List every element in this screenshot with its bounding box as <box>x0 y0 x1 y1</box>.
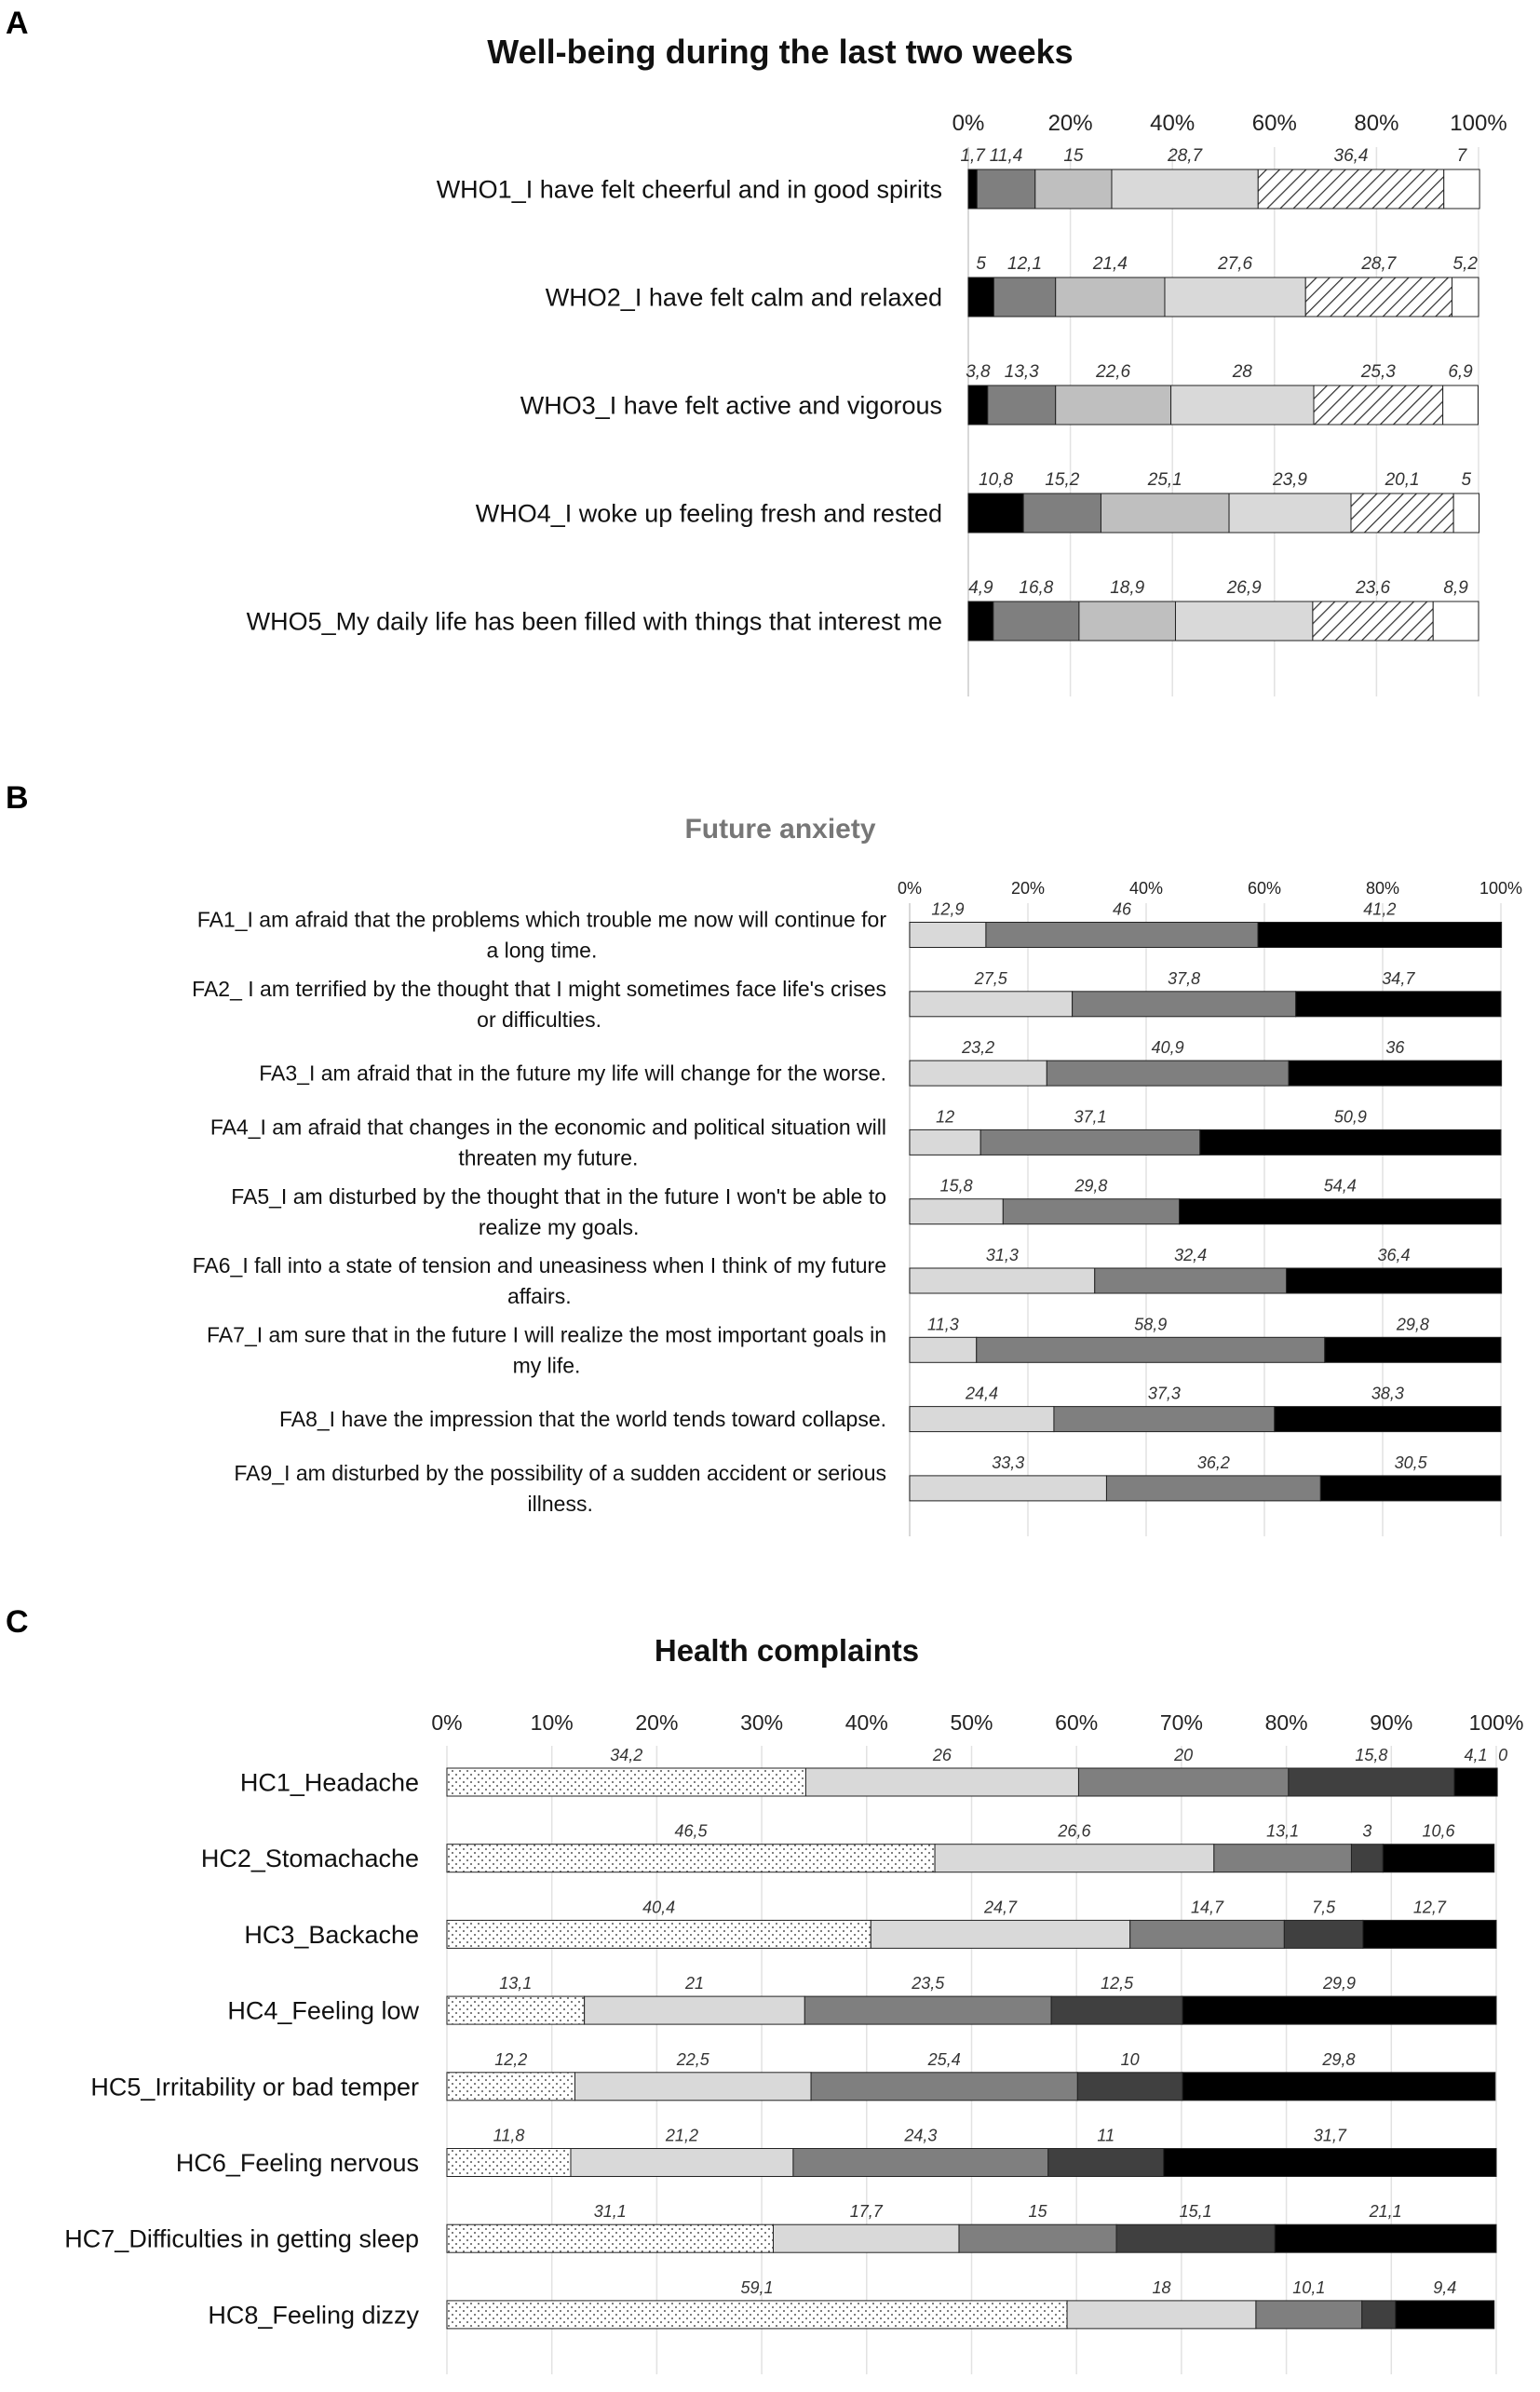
panel-c-data-label: 15,8 <box>1355 1746 1388 1764</box>
panel-c-bar-segment <box>1182 2073 1495 2101</box>
panel-b-data-label: 36 <box>1385 1038 1405 1058</box>
panel-b-data-label: 29,8 <box>1396 1315 1429 1334</box>
panel-a-data-label: 13,3 <box>1004 362 1039 382</box>
panel-a-bar-segment <box>1171 385 1314 425</box>
panel-c-data-label: 14,7 <box>1190 1898 1224 1917</box>
panel-a-bar-segment <box>1079 601 1176 641</box>
panel-b-data-label: 54,4 <box>1323 1176 1357 1196</box>
panel-c-data-label: 31,7 <box>1313 2126 1346 2145</box>
panel-b-category-label: realize my goals. <box>478 1214 640 1239</box>
panel-a-bar-segment <box>968 601 993 641</box>
panel-b-bar-segment <box>1275 1407 1501 1432</box>
panel-c-tick-label: 20% <box>635 1710 679 1735</box>
panel-b-category-label: or difficulties. <box>477 1007 601 1032</box>
panel-a-data-label: 18,9 <box>1110 578 1145 598</box>
panel-c-bar-segment <box>1396 2301 1494 2329</box>
panel-c-bar-segment <box>1275 2224 1496 2252</box>
panel-a-bar-segment <box>988 385 1056 425</box>
panel-a-bar-segment <box>1175 601 1312 641</box>
panel-c-bar-segment <box>1351 1845 1383 1872</box>
panel-c-category-label: HC8_Feeling dizzy <box>208 2301 419 2330</box>
panel-a-bar-segment <box>1351 493 1453 533</box>
panel-a-data-label: 7 <box>1456 146 1467 166</box>
panel-b-data-label: 36,4 <box>1377 1246 1411 1264</box>
panel-a-data-label: 11,4 <box>989 146 1023 166</box>
panel-b-data-label: 50,9 <box>1333 1107 1367 1127</box>
panel-c-data-label: 29,9 <box>1322 1974 1357 1993</box>
panel-a-bar-segment <box>968 493 1023 533</box>
panel-b-category-label: FA2_ I am terrified by the thought that I might sometimes face life's crises <box>192 976 886 1001</box>
panel-c-bar-segment <box>811 2073 1077 2101</box>
panel-a-data-label: 22,6 <box>1096 362 1131 382</box>
panel-a-bar-segment <box>1023 493 1101 533</box>
panel-c-bar-segment <box>1067 2301 1256 2329</box>
panel-b-bar-segment <box>1286 1268 1501 1293</box>
panel-c-data-label: 11 <box>1097 2126 1115 2145</box>
panel-b-data-label: 11,3 <box>927 1315 959 1334</box>
panel-b-chart-title: Future anxiety <box>684 814 876 845</box>
panel-c-bar-segment <box>805 1768 1078 1796</box>
panel-b-category-label: a long time. <box>486 938 598 963</box>
panel-b-category-label: FA5_I am disturbed by the thought that in the future I won't be able to <box>231 1183 886 1209</box>
panel-c-bar-segment <box>447 1920 871 1948</box>
panel-a-data-label: 15,2 <box>1045 470 1080 490</box>
panel-a-data-label: 4,9 <box>968 578 993 598</box>
panel-b-tick-label: 80% <box>1365 879 1400 898</box>
panel-b-bar-segment <box>910 923 986 948</box>
panel-a-data-label: 21,4 <box>1092 254 1128 274</box>
panel-c-data-label: 9,4 <box>1433 2277 1457 2297</box>
panel-b-bar-segment <box>1180 1199 1501 1224</box>
panel-c-tick-label: 60% <box>1055 1710 1099 1735</box>
panel-c-data-label: 21,2 <box>665 2126 698 2145</box>
panel-c-data-label: 22,5 <box>676 2049 709 2069</box>
panel-b-data-label: 37,1 <box>1074 1107 1107 1127</box>
panel-b-bar-segment <box>1003 1199 1179 1224</box>
panel-b-category-label: FA6_I fall into a state of tension and uneasiness when I think of my future <box>192 1253 886 1278</box>
panel-b-category-label: FA8_I have the impression that the world tends toward collapse. <box>278 1407 886 1432</box>
panel-a-bar-segment <box>968 385 988 425</box>
panel-c-data-label: 21,1 <box>1369 2202 1402 2222</box>
panel-c-data-label: 10 <box>1120 2049 1140 2069</box>
panel-b-bar-segment <box>980 1129 1200 1155</box>
panel-b-bar-segment <box>910 992 1073 1017</box>
panel-c-data-label: 31,1 <box>593 2202 627 2222</box>
panel-c-bar-segment <box>1363 1920 1496 1948</box>
panel-a-data-label: 15 <box>1063 146 1084 166</box>
panel-c-category-label: HC1_Headache <box>239 1768 419 1797</box>
panel-a-data-label: 27,6 <box>1218 254 1253 274</box>
panel-b-bar-segment <box>1073 992 1296 1017</box>
panel-b-data-label: 30,5 <box>1394 1453 1427 1472</box>
panel-b-data-label: 37,8 <box>1168 968 1201 988</box>
panel-c-data-label: 21 <box>684 1974 704 1993</box>
panel-a-data-label: 28,7 <box>1168 146 1203 166</box>
panel-b-data-label: 12 <box>936 1107 955 1127</box>
panel-c-data-label: 7,5 <box>1312 1898 1336 1917</box>
panel-c-data-label: 3 <box>1362 1821 1372 1841</box>
panel-c-bar-segment <box>1078 1768 1288 1796</box>
panel-c-bar-segment <box>1182 1996 1496 2024</box>
panel-a-bar-segment <box>968 277 993 317</box>
panel-c-bar-segment <box>1077 2073 1182 2101</box>
panel-b-data-label: 29,8 <box>1074 1176 1108 1196</box>
panel-b-bar-segment <box>1258 923 1502 948</box>
panel-b-category-label: my life. <box>512 1353 581 1378</box>
panel-b-category-label: FA4_I am afraid that changes in the economic and political situation will <box>209 1115 886 1140</box>
panel-c-tick-label: 40% <box>844 1710 888 1735</box>
panel-a-bar-segment <box>1443 385 1479 425</box>
panel-a-tick-label: 60% <box>1251 111 1297 136</box>
panel-c-bar-segment <box>1116 2224 1275 2252</box>
panel-a-tick-label: 40% <box>1150 111 1196 136</box>
panel-b-data-label: 58,9 <box>1134 1315 1168 1334</box>
panel-c-data-label: 13,1 <box>499 1974 533 1993</box>
panel-c-bar-segment <box>447 2073 574 2101</box>
panel-a-bar-segment <box>977 169 1034 209</box>
panel-b-bar-segment <box>1095 1268 1287 1293</box>
panel-b-category-label: illness. <box>527 1491 593 1516</box>
panel-a-data-label: 28,7 <box>1361 254 1397 274</box>
panel-a-bar-segment <box>1444 169 1479 209</box>
panel-c-data-label: 40,4 <box>642 1898 676 1917</box>
panel-c-data-label: 34,2 <box>610 1746 643 1764</box>
panel-letter-a: A <box>6 6 29 41</box>
panel-a-data-label: 28 <box>1232 362 1252 382</box>
panel-a-data-label: 5 <box>1461 470 1472 490</box>
panel-b-category-label: FA7_I am sure that in the future I will realize the most important goals in <box>207 1322 886 1347</box>
panel-c-bar-segment <box>1454 1768 1497 1796</box>
panel-a-bar-segment <box>1056 385 1171 425</box>
panel-c-bar-segment <box>447 2301 1067 2329</box>
panel-a-data-label: 25,1 <box>1147 470 1182 490</box>
panel-c-bar-segment <box>1284 1920 1363 1948</box>
panel-a-data-label: 5 <box>976 254 986 274</box>
panel-c-bar-segment <box>935 1845 1214 1872</box>
panel-b-bar-segment <box>1325 1337 1501 1362</box>
panel-c-bar-segment <box>871 1920 1129 1948</box>
panel-b-data-label: 12,9 <box>931 899 965 919</box>
panel-a-bar-segment <box>1453 493 1479 533</box>
panel-a-category-label: WHO2_I have felt calm and relaxed <box>545 283 942 312</box>
panel-b-bar-segment <box>1296 992 1501 1017</box>
panel-b-category-label: FA3_I am afraid that in the future my life will change for the worse. <box>259 1061 886 1086</box>
panel-a-bar-segment <box>1101 493 1229 533</box>
panel-a-bar-segment <box>968 169 977 209</box>
panel-c-data-label: 0 <box>1498 1746 1508 1764</box>
panel-a-data-label: 10,8 <box>979 470 1014 490</box>
panel-c-data-label: 10,1 <box>1292 2277 1326 2297</box>
panel-c-bar-segment <box>793 2149 1048 2177</box>
panel-a-bar-segment <box>1305 277 1452 317</box>
panel-a-tick-label: 80% <box>1354 111 1399 136</box>
panel-a-bar-segment <box>993 277 1055 317</box>
panel-c-bar-segment <box>959 2224 1116 2252</box>
panel-b-data-label: 32,4 <box>1174 1246 1208 1264</box>
panel-b-data-label: 46 <box>1112 899 1131 919</box>
panel-c-data-label: 24,3 <box>904 2126 938 2145</box>
panel-b-category-label: FA9_I am disturbed by the possibility of a sudden accident or serious <box>234 1460 886 1485</box>
panel-a-bar-segment <box>1258 169 1443 209</box>
panel-c-bar-segment <box>804 1996 1051 2024</box>
panel-c-data-label: 24,7 <box>983 1898 1018 1917</box>
panel-c-category-label: HC3_Backache <box>244 1920 419 1949</box>
panel-b-bar-segment <box>977 1337 1325 1362</box>
panel-c-bar-segment <box>773 2224 958 2252</box>
panel-b-data-label: 41,2 <box>1363 899 1397 919</box>
panel-letter-c: C <box>6 1604 29 1640</box>
panel-b-data-label: 23,2 <box>962 1038 995 1058</box>
panel-b-tick-label: 0% <box>897 879 923 898</box>
panel-c-tick-label: 70% <box>1159 1710 1203 1735</box>
panel-a-tick-label: 20% <box>1047 111 1093 136</box>
panel-b-data-label: 24,4 <box>965 1384 998 1403</box>
panel-b-bar-segment <box>1200 1129 1501 1155</box>
panel-c-tick-label: 100% <box>1468 1710 1524 1735</box>
panel-a-chart-title: Well-being during the last two weeks <box>487 33 1074 71</box>
panel-a-bar-segment <box>1433 601 1479 641</box>
panel-c-data-label: 59,1 <box>740 2277 774 2297</box>
panel-c-data-label: 26,6 <box>1058 1821 1091 1841</box>
panel-a-data-label: 1,7 <box>960 146 985 166</box>
panel-c-data-label: 4,1 <box>1464 1746 1488 1764</box>
panel-a-bar-segment <box>1165 277 1305 317</box>
panel-c-bar-segment <box>1051 1996 1182 2024</box>
panel-b-bar-segment <box>910 1061 1047 1086</box>
panel-b-data-label: 34,7 <box>1382 968 1415 988</box>
panel-c-category-label: HC2_Stomachache <box>200 1845 419 1873</box>
panel-b-bar-segment <box>986 923 1258 948</box>
panel-b-data-label: 38,3 <box>1371 1384 1404 1403</box>
panel-c-bar-segment <box>1289 1768 1454 1796</box>
panel-a-bar-segment <box>1313 601 1433 641</box>
panel-b-bar-segment <box>910 1407 1054 1432</box>
panel-b-data-label: 27,5 <box>974 968 1007 988</box>
panel-b-bar-segment <box>1054 1407 1275 1432</box>
panel-a-data-label: 16,8 <box>1019 578 1054 598</box>
panel-b-bar-segment <box>910 1129 980 1155</box>
panel-c-bar-segment <box>571 2149 793 2177</box>
panel-a-data-label: 26,9 <box>1226 578 1262 598</box>
panel-a-data-label: 5,2 <box>1452 254 1478 274</box>
panel-b-category-label: affairs. <box>507 1284 572 1309</box>
panel-c-category-label: HC5_Irritability or bad temper <box>90 2073 419 2101</box>
panel-c-tick-label: 80% <box>1264 1710 1308 1735</box>
panel-c-bar-segment <box>1214 1845 1352 1872</box>
panel-b-data-label: 36,2 <box>1196 1453 1230 1472</box>
panel-a-tick-label: 100% <box>1450 111 1507 136</box>
panel-b-data-label: 31,3 <box>985 1246 1019 1264</box>
panel-letter-b: B <box>6 780 29 816</box>
panel-a-bar-segment <box>1452 277 1479 317</box>
panel-a-data-label: 20,1 <box>1385 470 1420 490</box>
panel-a-bar-segment <box>1112 169 1258 209</box>
panel-a-bar-segment <box>993 601 1079 641</box>
panel-c-bar-segment <box>1164 2149 1496 2177</box>
panel-b-bar-segment <box>1289 1061 1502 1086</box>
panel-c-bar-segment <box>1256 2301 1362 2329</box>
panel-b-bar-segment <box>910 1337 977 1362</box>
panel-b-tick-label: 100% <box>1479 879 1523 898</box>
panel-b-bar-segment <box>1047 1061 1289 1086</box>
panel-c-category-label: HC6_Feeling nervous <box>175 2148 419 2177</box>
panel-c-chart-title: Health complaints <box>654 1633 920 1668</box>
panel-b-tick-label: 40% <box>1128 879 1164 898</box>
panel-c-data-label: 12,5 <box>1101 1974 1134 1993</box>
panel-b-tick-label: 20% <box>1010 879 1046 898</box>
panel-c-data-label: 46,5 <box>674 1821 708 1841</box>
panel-a-data-label: 6,9 <box>1448 362 1473 382</box>
panel-a-data-label: 25,3 <box>1360 362 1396 382</box>
panel-c-bar-segment <box>447 1768 805 1796</box>
panel-c-data-label: 11,8 <box>493 2126 525 2145</box>
panel-a-tick-label: 0% <box>952 111 985 136</box>
panel-c-bar-segment <box>447 1996 585 2024</box>
panel-c-data-label: 18 <box>1152 2277 1171 2297</box>
panel-c-data-label: 15,1 <box>1179 2202 1212 2222</box>
panel-c-tick-label: 90% <box>1370 1710 1413 1735</box>
panel-c-bar-segment <box>447 2149 571 2177</box>
panel-b-data-label: 37,3 <box>1147 1384 1181 1403</box>
panel-c-bar-segment <box>447 1845 935 1872</box>
panel-b-bar-segment <box>910 1476 1106 1501</box>
panel-c-bar-segment <box>1048 2149 1164 2177</box>
panel-b-data-label: 15,8 <box>939 1176 973 1196</box>
panel-a-category-label: WHO5_My daily life has been filled with things that interest me <box>246 607 942 636</box>
panel-a-category-label: WHO3_I have felt active and vigorous <box>520 391 942 420</box>
panel-b-bar-segment <box>910 1268 1095 1293</box>
panel-a-bar-segment <box>1035 169 1112 209</box>
panel-b-data-label: 33,3 <box>992 1453 1025 1472</box>
panel-c-data-label: 17,7 <box>849 2202 883 2222</box>
panel-c-bar-segment <box>1362 2301 1396 2329</box>
panel-a-data-label: 12,1 <box>1007 254 1043 274</box>
panel-c-data-label: 25,4 <box>927 2049 961 2069</box>
panel-a-data-label: 23,9 <box>1273 470 1308 490</box>
panel-b-tick-label: 60% <box>1247 879 1282 898</box>
panel-c-bar-segment <box>1383 1845 1493 1872</box>
panel-c-category-label: HC4_Feeling low <box>227 1996 419 2025</box>
panel-c-tick-label: 50% <box>950 1710 993 1735</box>
panel-c-data-label: 10,6 <box>1422 1821 1455 1841</box>
panel-c-bar-segment <box>574 2073 811 2101</box>
panel-c-bar-segment <box>447 2224 773 2252</box>
panel-c-data-label: 15 <box>1028 2202 1047 2222</box>
panel-c-data-label: 29,8 <box>1322 2049 1356 2069</box>
panel-c-data-label: 12,7 <box>1412 1898 1446 1917</box>
panel-a-bar-segment <box>1056 277 1165 317</box>
panel-c-data-label: 12,2 <box>494 2049 528 2069</box>
panel-a-bar-segment <box>1314 385 1443 425</box>
panel-c-data-label: 23,5 <box>912 1974 945 1993</box>
panel-c-tick-label: 0% <box>431 1710 463 1735</box>
panel-b-bar-segment <box>1320 1476 1501 1501</box>
panel-c-category-label: HC7_Difficulties in getting sleep <box>64 2224 419 2253</box>
panel-c-tick-label: 30% <box>740 1710 784 1735</box>
panel-c-data-label: 13,1 <box>1266 1821 1300 1841</box>
panel-a-category-label: WHO1_I have felt cheerful and in good spirits <box>436 175 942 204</box>
panel-c-bar-segment <box>1130 1920 1285 1948</box>
panel-b-bar-segment <box>910 1199 1003 1224</box>
panel-a-category-label: WHO4_I woke up feeling fresh and rested <box>475 499 942 528</box>
panel-a-bar-segment <box>1229 493 1351 533</box>
panel-b-data-label: 40,9 <box>1151 1038 1184 1058</box>
panel-b-category-label: threaten my future. <box>458 1145 639 1170</box>
panel-a-data-label: 3,8 <box>966 362 991 382</box>
panel-c-data-label: 20 <box>1174 1746 1194 1764</box>
panel-c-data-label: 26 <box>932 1746 952 1764</box>
panel-c-tick-label: 10% <box>530 1710 574 1735</box>
panel-a-data-label: 8,9 <box>1443 578 1468 598</box>
panel-b-bar-segment <box>1106 1476 1320 1501</box>
panel-a-data-label: 36,4 <box>1333 146 1369 166</box>
panel-a-data-label: 23,6 <box>1356 578 1391 598</box>
panel-b-category-label: FA1_I am afraid that the problems which trouble me now will continue for <box>196 907 886 932</box>
panel-c-bar-segment <box>585 1996 805 2024</box>
